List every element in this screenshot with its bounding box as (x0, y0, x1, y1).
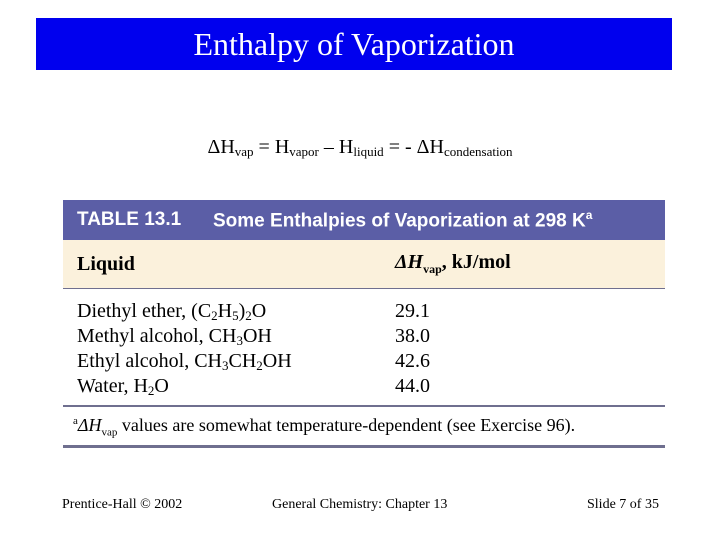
col-value-unit: , kJ/mol (441, 251, 511, 273)
slide-title: Enthalpy of Vaporization (193, 25, 515, 62)
eq-delta-1: Δ (207, 136, 221, 158)
eq-h-3: H (338, 136, 354, 158)
row-value: 44.0 (395, 375, 430, 397)
formula-sub: 2 (256, 357, 263, 373)
eq-sub-condensation: condensation (443, 144, 513, 159)
col-value-delta-h: ΔH (395, 251, 424, 273)
formula-text: ) (238, 299, 246, 322)
formula-sub: 3 (221, 357, 229, 373)
formula-text: Ethyl alcohol, CH (77, 349, 222, 372)
row-value: 42.6 (395, 350, 430, 372)
enthalpy-equation (0, 136, 720, 160)
table-caption (213, 208, 592, 232)
table-header (63, 200, 665, 240)
footnote-sub: vap (101, 426, 118, 439)
enthalpy-table (63, 200, 665, 448)
formula-text: OH (262, 349, 292, 372)
footnote-delta-h: ΔH (77, 415, 102, 435)
col-header-value (395, 251, 511, 277)
formula-text: OH (242, 324, 272, 347)
eq-equals-neg: = - (383, 136, 417, 158)
table-caption-marker: a (585, 207, 593, 222)
eq-sub-liquid: liquid (353, 144, 384, 159)
col-header-liquid: Liquid (77, 252, 135, 275)
eq-h-4: H (429, 136, 444, 158)
eq-h-1: H (220, 136, 235, 158)
table-row (77, 349, 665, 374)
slide-title-bar (36, 18, 672, 70)
row-liquid-name (77, 325, 395, 349)
row-liquid-name (77, 350, 395, 374)
formula-text: O (154, 374, 169, 397)
table-number: TABLE 13.1 (77, 209, 182, 230)
eq-delta-2: Δ (416, 136, 430, 158)
table-row (77, 299, 665, 324)
row-value: 29.1 (395, 300, 430, 322)
eq-minus: – (318, 136, 339, 158)
eq-equals-1: = (253, 136, 275, 158)
formula-sub: 2 (147, 382, 155, 398)
eq-sub-vap: vap (234, 144, 254, 159)
formula-sub: 2 (211, 307, 218, 323)
formula-sub: 2 (245, 307, 252, 323)
table-caption-text: Some Enthalpies of Vaporization at 298 K (213, 210, 586, 232)
col-value-sub: vap (423, 262, 442, 276)
formula-sub: 3 (236, 332, 243, 348)
table-row (77, 374, 665, 399)
row-liquid-name (77, 375, 395, 399)
row-liquid-name (77, 300, 395, 324)
footer-copyright: Prentice-Hall © 2002 (62, 497, 183, 512)
formula-text: Diethyl ether, (C (77, 299, 212, 322)
footer-chapter: General Chemistry: Chapter 13 (272, 497, 448, 512)
table-row (77, 324, 665, 349)
eq-h-2: H (274, 136, 290, 158)
table-body (63, 289, 665, 407)
footnote-text: values are somewhat temperature-dependent (see Exercise 96). (117, 415, 576, 435)
formula-text: O (251, 299, 267, 322)
footer-slide-number: Slide 7 of 35 (587, 497, 659, 512)
eq-sub-vapor: vapor (289, 144, 319, 159)
formula-text: H (217, 299, 233, 322)
formula-text: CH (228, 349, 257, 372)
footnote-marker: a (73, 415, 78, 427)
table-footnote (63, 407, 665, 448)
formula-text: Water, H (77, 374, 148, 397)
formula-sub: 5 (232, 307, 239, 323)
row-value: 38.0 (395, 325, 430, 347)
table-column-headers (63, 240, 665, 289)
formula-text: Methyl alcohol, CH (77, 324, 237, 347)
